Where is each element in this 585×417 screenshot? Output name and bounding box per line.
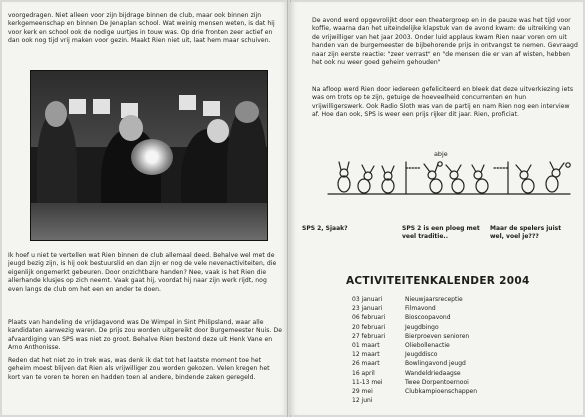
calendar-row: 20 februari Jeugdbingo: [352, 323, 439, 331]
volleyball-cartoon: [324, 156, 574, 201]
calendar-row: 27 februari Bierproeven senioren: [352, 332, 470, 340]
right-paragraph-2: Na afloop werd Rien door iedereen gefeliciteerd en bleek dat deze uitverkiezing iets was om trots op te zijn, getuige de hoeveelheid concurrenten en hun vrijwilligerswerk. Ook Radio Sloth was van de partij en nam Rien nog een interview af. Hoe dan ook, SPS is weer een prijs rijker dit jaar. Rien, proficiat.: [312, 86, 574, 119]
award-ceremony-photo: [30, 70, 268, 241]
left-paragraph-1: voorgedragen. Niet alleen voor zijn bijdrage binnen de club, maar ook binnen zijn kerkgemeenschap en binnen De Jenaplan school. Wat weinig mensen weten, is dat hij voor kerk en school ook de nodige uurtjes in touw was. Op drie fronten zeer actief en dan ook nog tijd vrij maken voor gezin. Maakt Rien niet uit, laat hem maar schuiven.: [8, 12, 275, 45]
calendar-row: 26 maart Bowlingavond jeugd: [352, 360, 466, 368]
calendar-row: 01 maart Oliebollenactie: [352, 342, 450, 350]
calendar-row: 23 januari Filmavond: [352, 305, 436, 313]
calendar-title: ACTIVITEITENKALENDER 2004: [346, 275, 530, 287]
calendar-row: 03 januari Nieuwjaarsreceptie: [352, 296, 463, 303]
cartoon-signature: abje: [434, 150, 448, 158]
calendar-row: 06 februari Bioscoopavond: [352, 314, 451, 322]
caption-1: SPS 2, Sjaak?: [302, 225, 348, 232]
calendar-row: 11-13 mei Twee Dorpentoernooi: [352, 378, 469, 386]
calendar-row: 29 mei Clubkampioenschappen: [352, 388, 478, 396]
caption-3: Maar de spelers juist wel, voel je???: [490, 225, 562, 241]
right-page: [290, 2, 583, 415]
left-paragraph-2: Ik hoef u niet te vertellen wat Rien binnen de club allemaal deed. Behalve wel met de jeugd bezig zijn, is hij ook bestuurslid en dan zijn er nog de vele nevenactiviteiten, die eigenlijk ongemerkt gebeuren. Door onzichtbare handen? Nee, vaak is het Rien die allerhande klusjes op zich neemt. Vaak gaat hij, voordat hij naar zijn werk rijdt, nog even langs de club om het een en ander te doen.: [8, 252, 277, 293]
calendar-row: 12 juni: [352, 397, 373, 405]
left-paragraph-3: Plaats van handeling de vrijdagavond was De Wimpel in Sint Philipsland, waar alle kandidaten aanwezig waren. De prijs zou worden uitgereikt door Burgemeester Nuis. De afvaardiging van SPS was niet zo groot. Behalve Rien bestond deze uit Henk Vane en Arno Anthonisse.: [8, 319, 283, 352]
right-paragraph-1: De avond werd opgevrolijkt door een theatergroep en in de pauze was het tijd voor koffie, waarna dan het uiteindelijke klapstuk van de avond kwam: de uitreiking van de vrijwilliger van het jaar 2003. Onder luid applaus kwam Rien naar voren om uit handen van de burgemeester de bijbehorende prijs in ontvangst te nemen. Gevraagd naar zijn eerste reactie: "zeer verrast" en "de mensen die er van af wisten, hebben het ook nu weer goed geheim gehouden": [312, 17, 578, 67]
caption-2: SPS 2 is een ploeg met veel traditie..: [402, 225, 480, 241]
activity-calendar: [352, 295, 477, 405]
left-page: [2, 2, 288, 415]
calendar-row: 12 maart Jeugddisco: [352, 351, 438, 359]
left-paragraph-4: Reden dat het niet zo in trek was, was denk ik dat tot het laatste moment toe het geheim moest blijven dat Rien als vrijwilliger zou worden gekozen. Velen kregen het kort van te voren te horen en hadden toen al andere, bindende zaken geregeld.: [8, 357, 270, 381]
calendar-row: 16 april Wandeldriedaagse: [352, 369, 461, 377]
